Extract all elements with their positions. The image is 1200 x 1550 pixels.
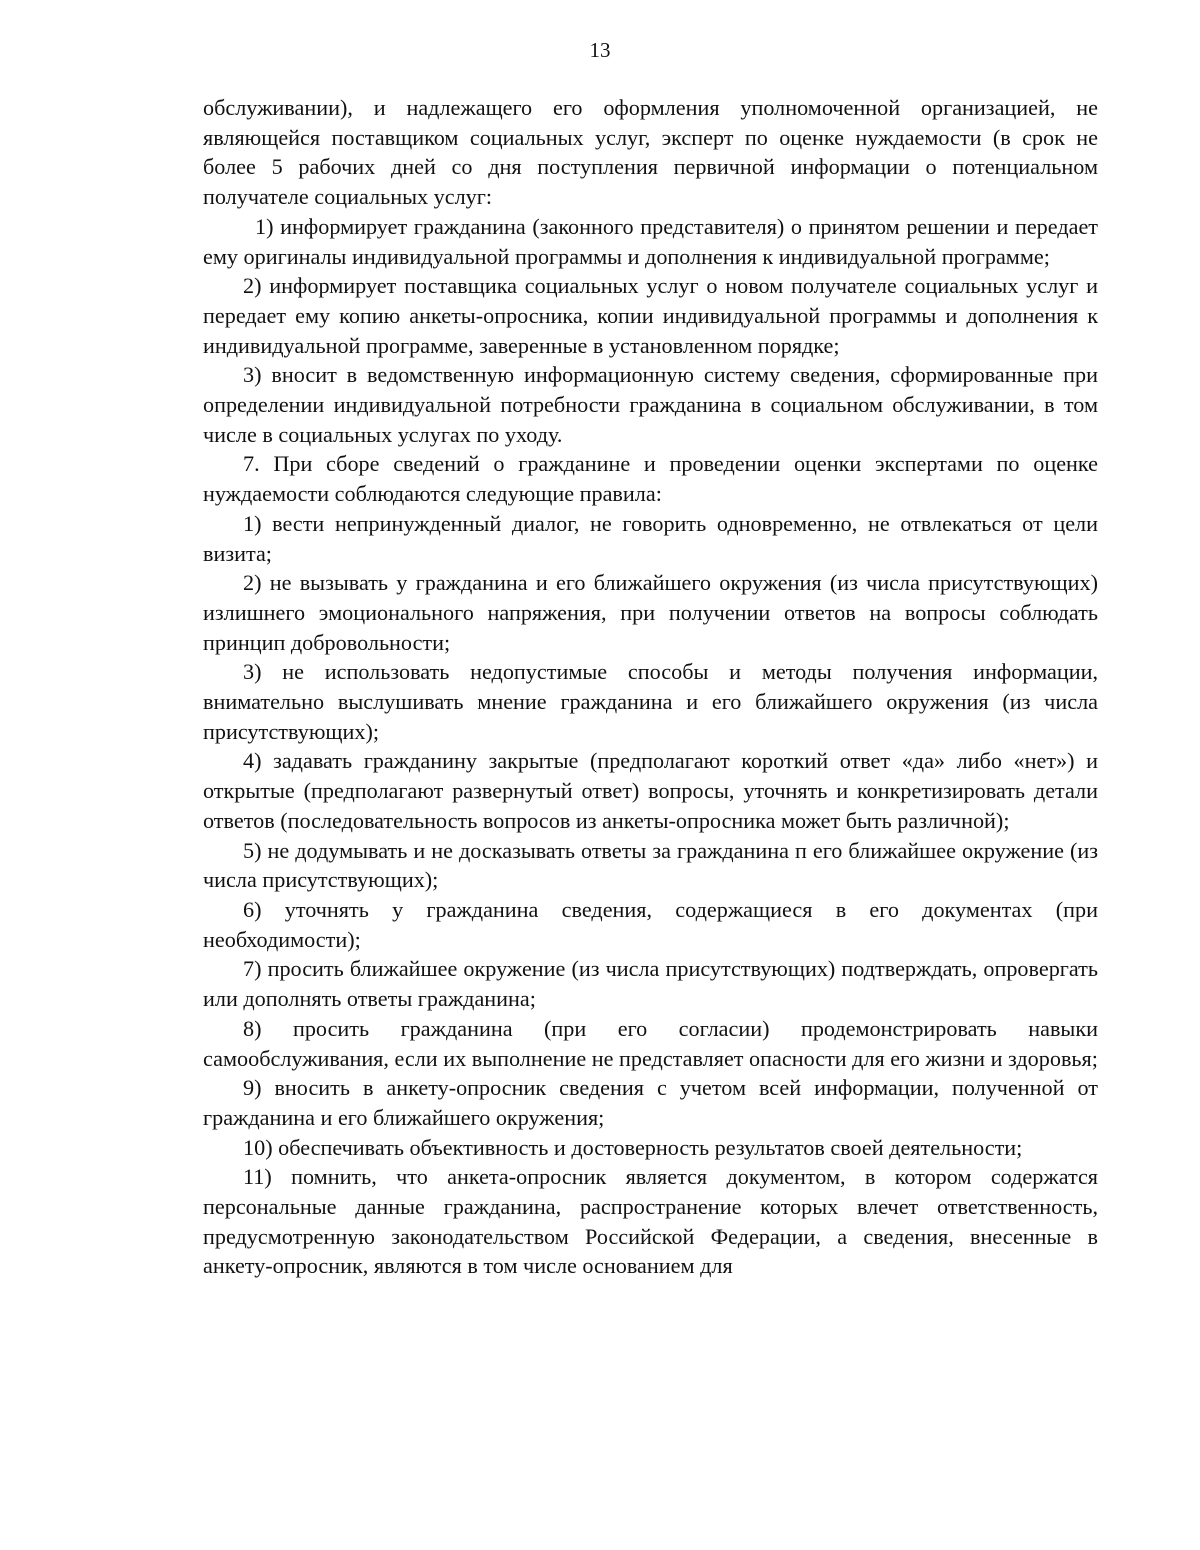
paragraph-rule-5: 5) не додумывать и не досказывать ответы за гражданина п его ближайшее окружение (из числа присутствующих); [203, 837, 1098, 893]
document-body [203, 93, 1098, 1281]
paragraph-rule-10: 10) обеспечивать объективность и достоверность результатов своей деятельности; [243, 1134, 1023, 1160]
paragraph-rule-9: 9) вносить в анкету-опросник сведения с учетом всей информации, полученной от гражданина и его ближайшего окружения; [203, 1075, 1098, 1130]
paragraph-continuation: обслуживании), и надлежащего его оформления уполномоченной организацией, не являющейся поставщиком социальных услуг, эксперт по оценке нуждаемости (в срок не более 5 рабочих дней со дня поступления первичной информации о потенциальном получателе социальных услуг: [203, 95, 1098, 210]
page-number: 13 [589, 38, 611, 62]
paragraph-rule-11: 11) помнить, что анкета-опросник является документом, в котором содержатся персональные данные гражданина, распространение которых влечет ответственность, предусмотренную законодательством Российской Федерации, а сведения, внесенные в анкету-опросник, являются в том числе основанием для [203, 1164, 1098, 1279]
paragraph-section-7: 7. При сборе сведений о гражданине и проведении оценки экспертами по оценке нуждаемости соблюдаются следующие правила: [203, 451, 1098, 507]
paragraph-rule-2: 2) не вызывать у гражданина и его ближайшего окружения (из числа присутствующих) излишнего эмоционального напряжения, при получении ответов на вопросы соблюдать принцип добровольности; [203, 570, 1098, 655]
paragraph-item-3-enter-system: 3) вносит в ведомственную информационную систему сведения, сформированные при определении индивидуальной потребности гражданина в социальном обслуживании, в том числе в социальных услугах по уходу. [203, 362, 1098, 447]
paragraph-rule-1: 1) вести непринужденный диалог, не говорить одновременно, не отвлекаться от цели визита; [203, 510, 1098, 566]
paragraph-item-2-inform-provider: 2) информирует поставщика социальных услуг о новом получателе социальных услуг и передает ему копию анкеты-опросника, копии индивидуальной программы и дополнения к индивидуальной программе, заверенные в установленном порядке; [203, 273, 1098, 358]
paragraph-item-1-inform-citizen: 1) информирует гражданина (законного представителя) о принятом решении и передает ему оригиналы индивидуальной программы и дополнения к индивидуальной программе; [203, 213, 1098, 269]
paragraph-rule-8: 8) просить гражданина (при его согласии) продемонстрировать навыки самообслуживания, если их выполнение не представляет опасности для его жизни и здоровья; [203, 1015, 1098, 1071]
paragraph-rule-6: 6) уточнять у гражданина сведения, содержащиеся в его документах (при необходимости); [203, 896, 1098, 952]
paragraph-rule-4: 4) задавать гражданину закрытые (предполагают короткий ответ «да» либо «нет») и открытые (предполагают развернутый ответ) вопросы, уточнять и конкретизировать детали ответов (последовательность вопросов из анкеты-опросника может быть различной); [203, 748, 1098, 833]
paragraph-rule-7: 7) просить ближайшее окружение (из числа присутствующих) подтверждать, опровергать или дополнять ответы гражданина; [203, 956, 1098, 1012]
paragraph-rule-3: 3) не использовать недопустимые способы и методы получения информации, внимательно выслушивать мнение гражданина и его ближайшего окружения (из числа присутствующих); [203, 659, 1098, 744]
